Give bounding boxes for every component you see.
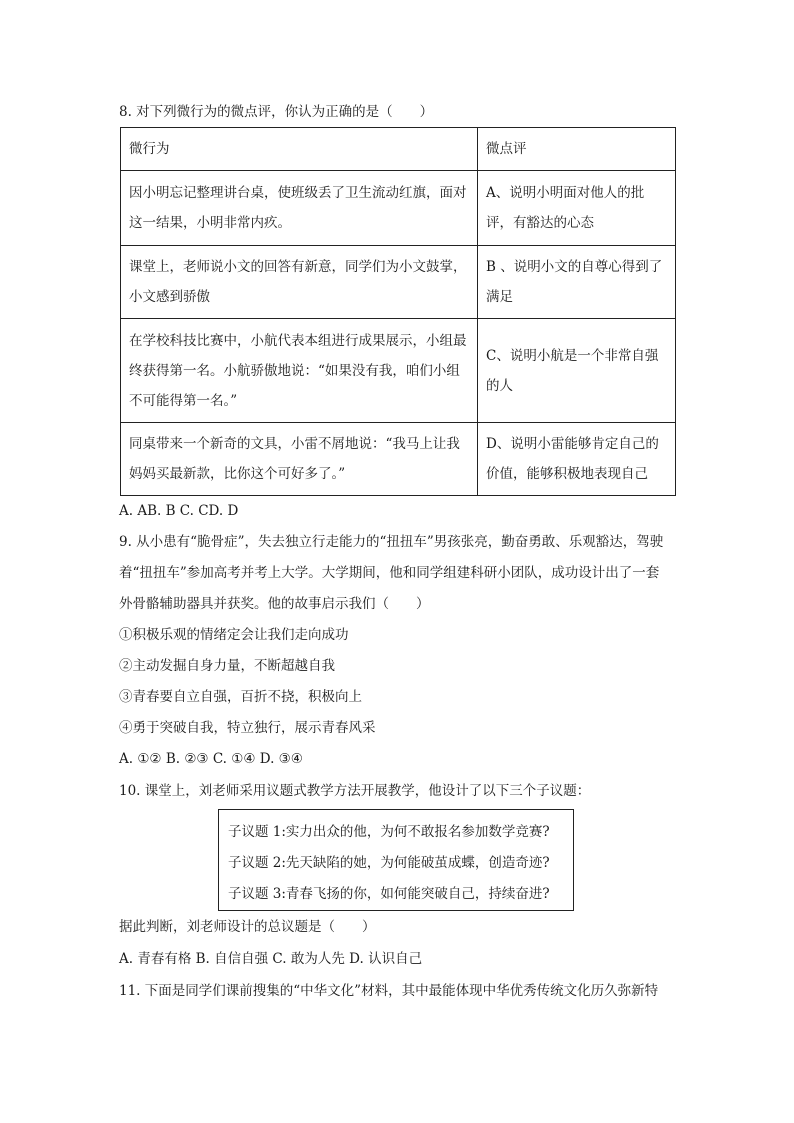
q9-stem-line: 外骨骼辅助器具并获奖。他的故事启示我们（ ） bbox=[119, 596, 430, 612]
q9-item: ③青春要自立自强，百折不挠，积极向上 bbox=[119, 689, 362, 705]
q9-stem-line: 9. 从小患有“脆骨症”，失去独立行走能力的“扭扭车”男孩张亮，勤奋勇敢、乐观豁达，驾驶 bbox=[119, 534, 664, 550]
table-row bbox=[121, 246, 676, 319]
header-behavior: 微行为 bbox=[121, 128, 478, 171]
subtopic-item: 子议题 2:先天缺陷的她，为何能破茧成蝶，创造奇迹? bbox=[228, 855, 550, 871]
table-row bbox=[121, 423, 676, 496]
q9-options: A. ①② B. ②③ C. ①④ D. ③④ bbox=[119, 751, 303, 767]
subtopic-box bbox=[218, 809, 574, 911]
q8-stem: 8. 对下列微行为的微点评，你认为正确的是（ ） bbox=[119, 104, 434, 120]
q11-stem: 11. 下面是同学们课前搜集的“中华文化”材料，其中最能体现中华优秀传统文化历久弥新特 bbox=[119, 983, 659, 999]
table-row bbox=[121, 319, 676, 423]
table-header-row bbox=[121, 128, 676, 171]
subtopic-item: 子议题 3:青春飞扬的你，如何能突破自己，持续奋进? bbox=[228, 886, 550, 902]
subtopic-item: 子议题 1:实力出众的他，为何不敢报名参加数学竞赛? bbox=[228, 824, 550, 840]
row-comment: B 、说明小文的自尊心得到了满足 bbox=[478, 246, 676, 319]
q9-item: ②主动发掘自身力量，不断超越自我 bbox=[119, 658, 335, 674]
q10-question: 据此判断，刘老师设计的总议题是（ ） bbox=[119, 919, 376, 935]
q10-stem: 10. 课堂上，刘老师采用议题式教学方法开展教学，他设计了以下三个子议题： bbox=[119, 783, 591, 799]
q8-table bbox=[120, 127, 676, 496]
header-comment: 微点评 bbox=[478, 128, 676, 171]
q10-options: A. 青春有格 B. 自信自强 C. 敢为人先 D. 认识自己 bbox=[119, 951, 423, 967]
q9-stem-line: 着“扭扭车”参加高考并考上大学。大学期间，他和同学组建科研小团队，成功设计出了一套 bbox=[119, 565, 660, 581]
row-comment: D、说明小雷能够肯定自己的价值，能够积极地表现自己 bbox=[478, 423, 676, 496]
q8-options: A. AB. B C. CD. D bbox=[119, 503, 239, 519]
row-comment: A、说明小明面对他人的批评，有豁达的心态 bbox=[478, 171, 676, 246]
q9-item: ④勇于突破自我，特立独行，展示青春风采 bbox=[119, 720, 376, 736]
row-behavior: 在学校科技比赛中，小航代表本组进行成果展示，小组最终获得第一名。小航骄傲地说：“如果没有我，咱们小组不可能得第一名。” bbox=[121, 319, 478, 423]
row-behavior: 因小明忘记整理讲台桌，使班级丢了卫生流动红旗，面对这一结果，小明非常内疚。 bbox=[121, 171, 478, 246]
row-behavior: 课堂上，老师说小文的回答有新意，同学们为小文鼓掌，小文感到骄傲 bbox=[121, 246, 478, 319]
table-row bbox=[121, 171, 676, 246]
row-behavior: 同桌带来一个新奇的文具，小雷不屑地说：“我马上让我妈妈买最新款，比你这个可好多了。” bbox=[121, 423, 478, 496]
q9-item: ①积极乐观的情绪定会让我们走向成功 bbox=[119, 627, 349, 643]
row-comment: C、说明小航是一个非常自强的人 bbox=[478, 319, 676, 423]
